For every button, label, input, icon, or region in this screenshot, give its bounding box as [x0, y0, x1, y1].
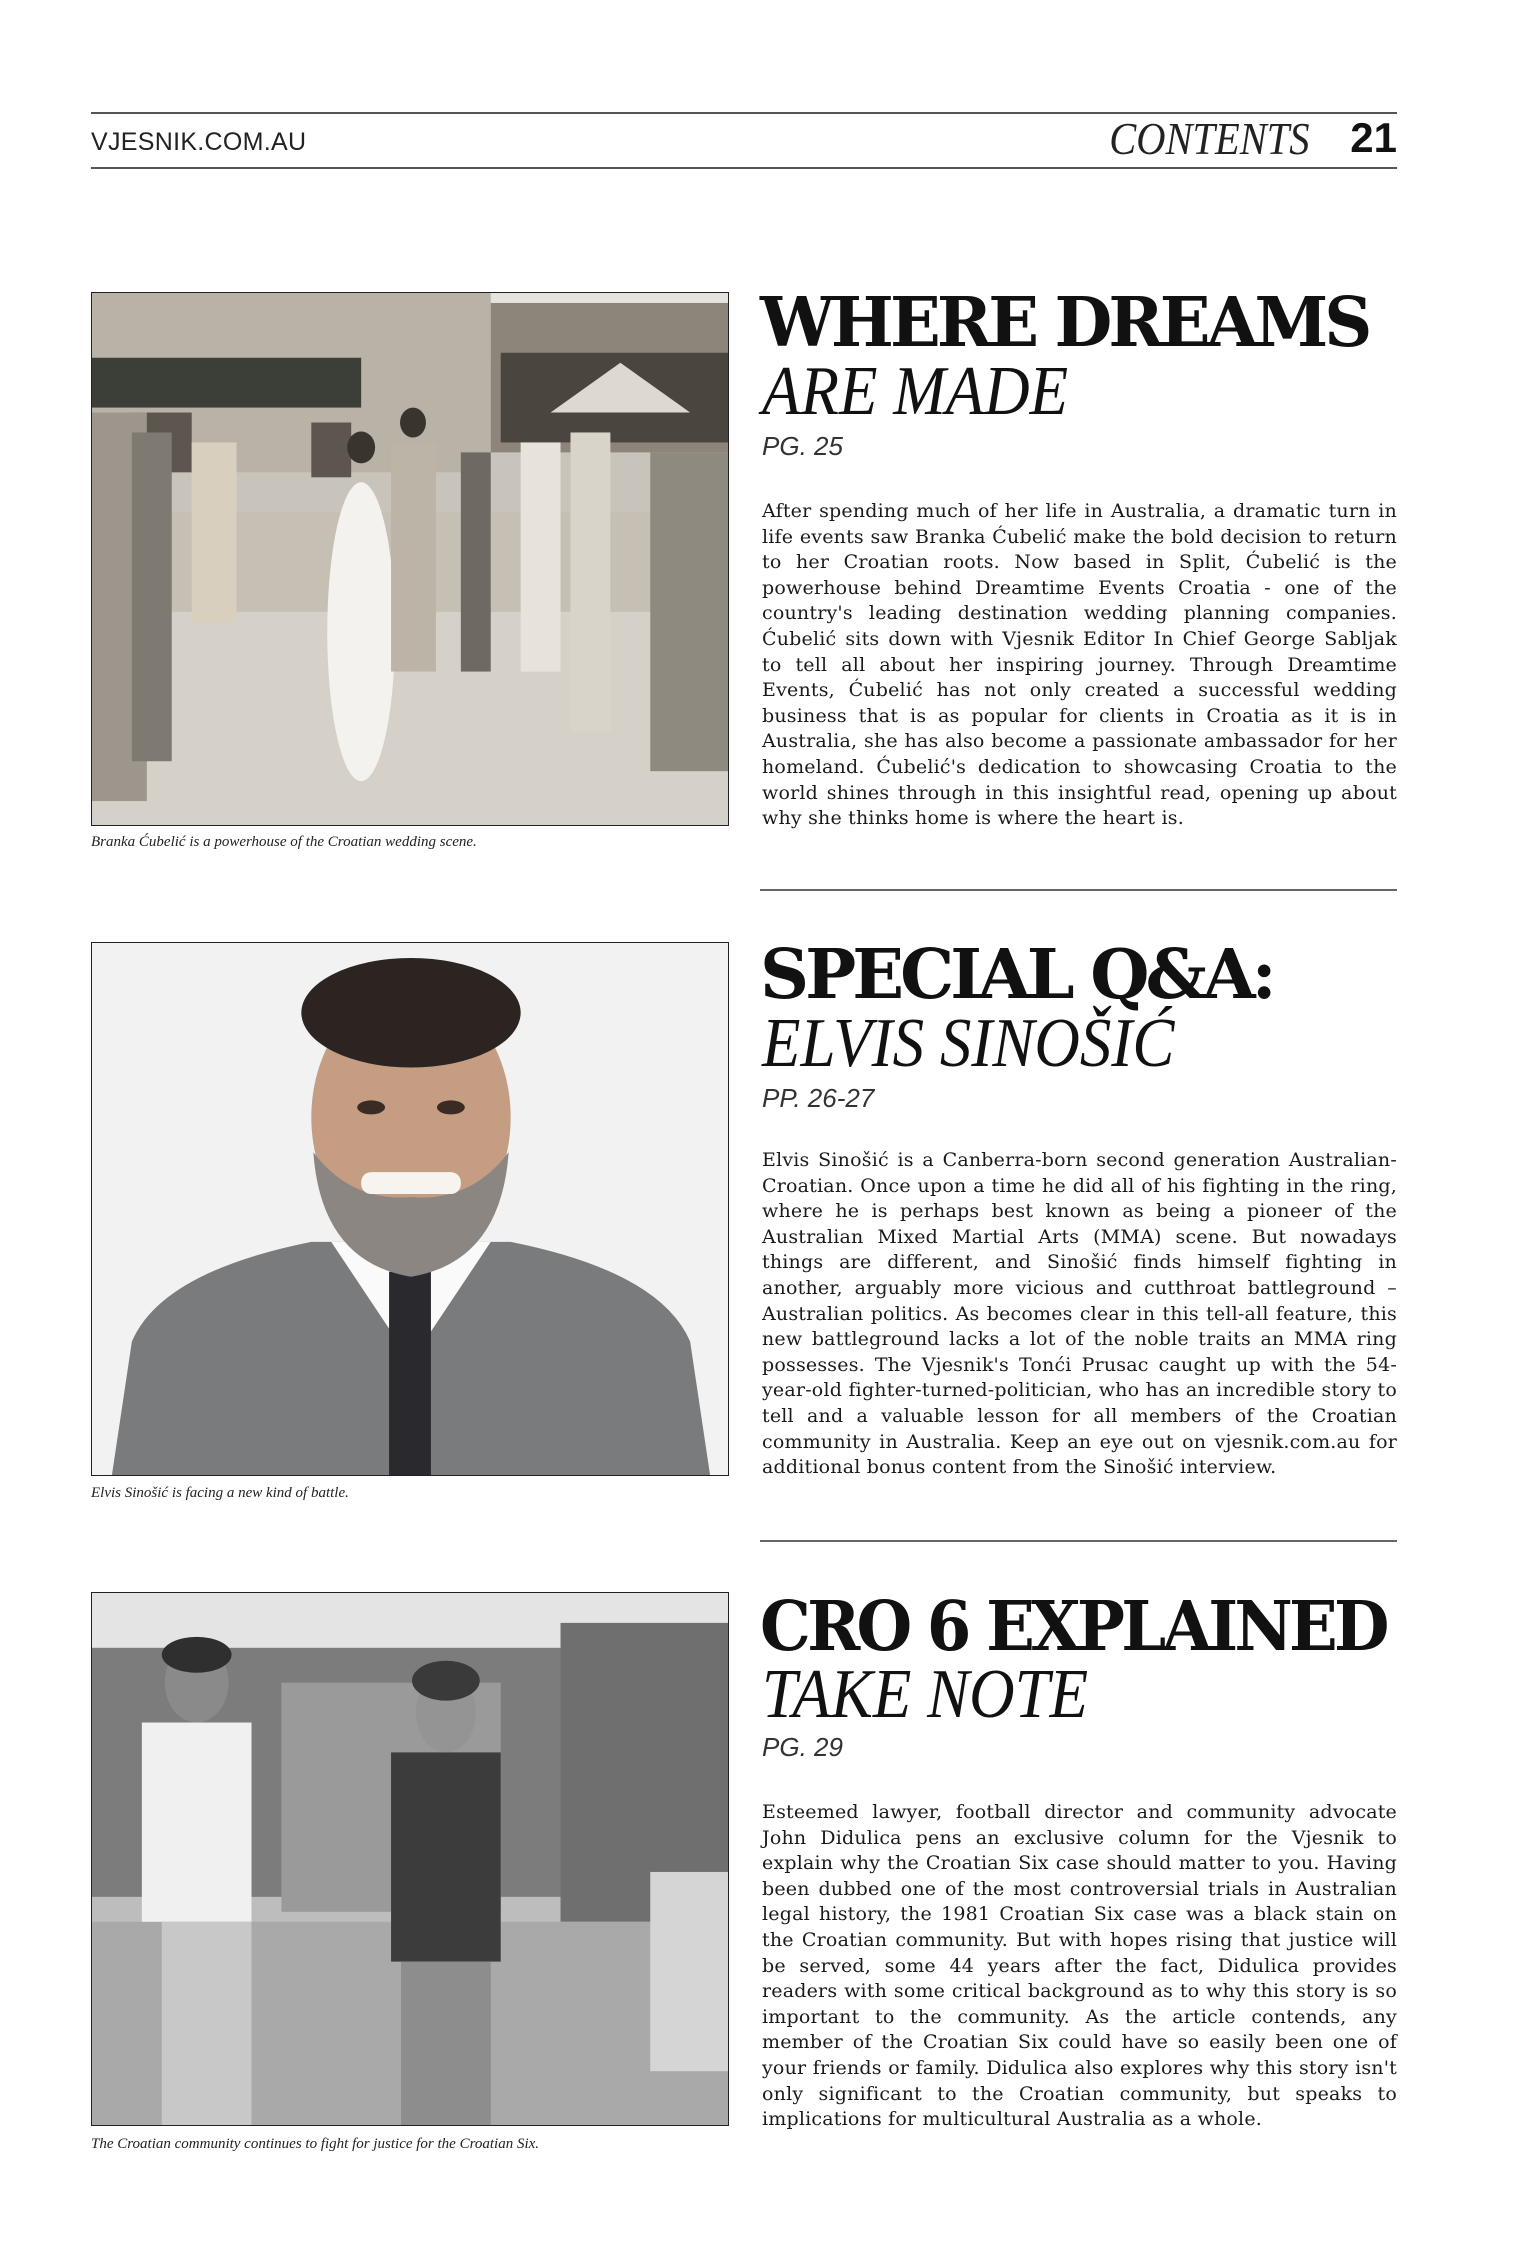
portrait-photo — [91, 942, 729, 1476]
article-page-ref: PP. 26-27 — [762, 1083, 875, 1113]
site-url[interactable]: VJESNIK.COM.AU — [91, 128, 307, 156]
archival-photo-caption: The Croatian community continues to fight for justice for the Croatian Six. — [91, 2136, 540, 2152]
article-subhead: TAKE NOTE — [762, 1656, 1089, 1733]
article-page-ref: PG. 25 — [762, 431, 843, 461]
header-bottom-rule — [91, 167, 1397, 169]
archival-photo — [91, 1592, 729, 2126]
article-page-ref: PG. 29 — [762, 1732, 843, 1762]
wedding-photo — [91, 292, 729, 826]
article-subhead: ARE MADE — [762, 353, 1069, 430]
article-headline[interactable]: CRO 6 EXPLAINED — [760, 1587, 1386, 1667]
wedding-photo-caption: Branka Ćubelić is a powerhouse of the Croatian wedding scene. — [91, 834, 477, 850]
article-body: Esteemed lawyer, football director and community advocate John Didulica pens an exclusive column for the Vjesnik to explain why the Croatian Six case should matter to you. Having been dubbed one of the most controversial trials in Australian legal history, the 1981 Croatian Six case was a black stain on the Croatian community. But with hopes rising that justice will be served, some 44 years after the fact, Didulica provides readers with some critical background as to why this story is so important to the community. As the article contends, any member of the Croatian Six could have so easily been one of your friends or family. Didulica also explores why this story isn't only significant to the Croatian community, but speaks to implications for multicultural Australia as a whole. — [762, 1801, 1397, 2131]
section-label: CONTENTS — [1109, 113, 1310, 164]
article-body: After spending much of her life in Australia, a dramatic turn in life events saw Branka Ćubelić make the bold decision to return to her Croatian roots. Now based in Split, Ćubelić is the powerhouse behind Dreamtime Events Croatia - one of the country's leading destination wedding planning companies. Ćubelić sits down with Vjesnik Editor In Chief George Sabljak to tell all about her inspiring journey. Through Dreamtime Events, Ćubelić has not only created a successful wedding business that is as popular for clients in Croatia as it is in Australia, she has also become a passionate ambassador for her homeland. Ćubelić's dedication to showcasing Croatia to the world shines through in this insightful read, opening up about why she thinks home is where the heart is. — [762, 500, 1397, 830]
page-number: 21 — [1350, 114, 1397, 161]
article-divider — [760, 889, 1397, 891]
article-subhead: ELVIS SINOŠIĆ — [762, 1005, 1175, 1082]
article-headline[interactable]: SPECIAL Q&A: — [760, 935, 1273, 1015]
article-body: Elvis Sinošić is a Canberra-born second generation Australian-Croatian. Once upon a time he did all of his fighting in the ring, where he is perhaps best known as being a pioneer of the Australian Mixed Martial Arts (MMA) scene. But nowadays things are different, and Sinošić finds himself fighting in another, arguably more vicious and cutthroat battleground – Australian politics. As becomes clear in this tell-all feature, this new battleground lacks a lot of the noble traits an MMA ring possesses. The Vjesnik's Tonći Prusac caught up with the 54-year-old fighter-turned-politician, who has an incredible story to tell and a valuable lesson for all members of the Croatian community in Australia. Keep an eye out on vjesnik.com.au for additional bonus content from the Sinošić interview. — [762, 1149, 1397, 1479]
article-divider — [760, 1540, 1397, 1542]
article-headline[interactable]: WHERE DREAMS — [760, 283, 1369, 363]
portrait-photo-caption: Elvis Sinošić is facing a new kind of battle. — [91, 1485, 349, 1501]
